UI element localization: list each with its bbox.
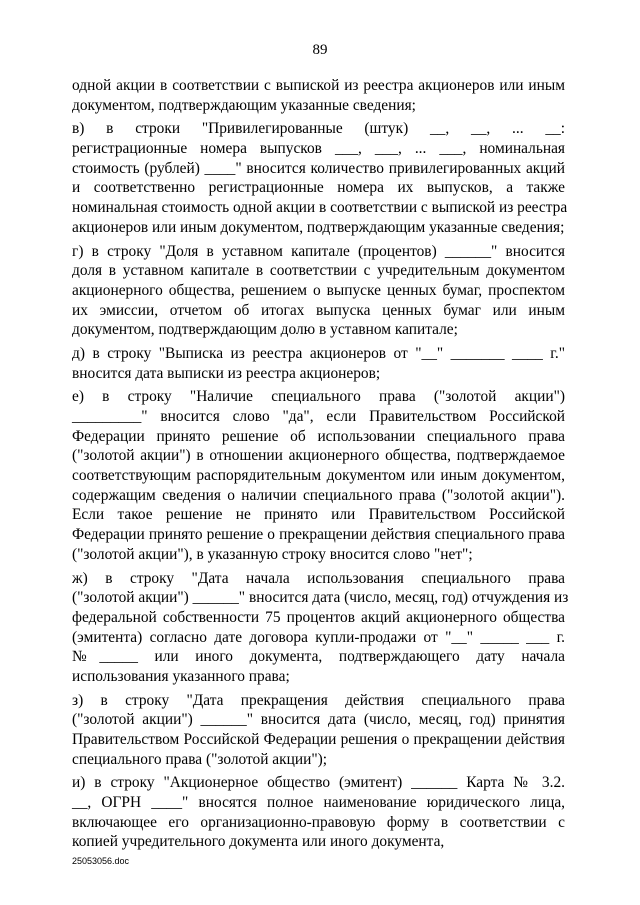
- document-body: [72, 76, 569, 852]
- text-line: з) в строку "Дата прекращения действия специального права: [72, 691, 565, 709]
- text-line: ("золотой акции"), в указанную строку вносится слово "нет";: [72, 545, 473, 563]
- text-line: и соответственно регистрационные номера их выпусков, а также: [72, 179, 565, 197]
- text-line: __, ОГРН ____" вносятся полное наименование юридического лица,: [72, 794, 565, 812]
- text-line: их эмиссии, отчетом об итогах выпуска ценных бумаг или иным: [72, 301, 565, 319]
- text-line: г) в строку "Доля в уставном капитале (процентов) ______" вносится: [72, 242, 565, 260]
- text-line: документом, подтверждающим долю в уставном капитале;: [72, 321, 458, 339]
- text-line: использования указанного права;: [72, 667, 290, 685]
- paragraph: [72, 76, 565, 115]
- text-line: включающее его организационно-правовую форму в соответствии с: [72, 813, 565, 831]
- text-line: Федерации принято решение об использовании специального права: [72, 427, 565, 445]
- text-line: ж) в строку "Дата начала использования специального права: [72, 569, 565, 587]
- text-line: д) в строку "Выписка из реестра акционеров от "__" _______ ____ г.": [72, 344, 565, 362]
- paragraph: [72, 387, 565, 564]
- paragraph: [72, 691, 565, 770]
- text-line: ("золотой акции") в отношении акционерного общества, подтверждаемое: [72, 447, 565, 465]
- text-line: одной акции в соответствии с выпиской из реестра акционеров или иным: [72, 77, 565, 94]
- text-line: специального права ("золотой акции");: [72, 750, 328, 768]
- text-line: в) в строки "Привилегированные (штук) __, __, ... __:: [72, 120, 565, 138]
- text-line: №_____ или иного документа, подтверждающего дату начала: [72, 648, 565, 666]
- text-line: (эмитента) согласно дате договора купли-продажи от "__" _____ ___ г.: [72, 628, 565, 646]
- text-line: номинальная стоимость одной акции в соответствии с выпиской из реестра: [72, 199, 568, 217]
- text-line: доля в уставном капитале в соответствии с учредительным документом: [72, 262, 565, 280]
- text-line: ("золотой акции") ______" вносится дата (число, месяц, год) принятия: [72, 711, 565, 729]
- paragraph: [72, 569, 569, 687]
- text-line: Федерации принято решение о прекращении действия специального права: [72, 526, 565, 544]
- text-line: содержащим сведения о наличии специального права ("золотой акции").: [72, 486, 565, 504]
- text-line: акционерного общества, решением о выпуске ценных бумаг, проспектом: [72, 281, 565, 299]
- page-number: 89: [312, 42, 328, 58]
- document-filename: 25053056.doc: [72, 856, 130, 866]
- text-line: соответствующим распорядительным документом или иным документом,: [72, 467, 565, 485]
- text-line: Правительством Российской Федерации решения о прекращении действия: [72, 731, 565, 748]
- text-line: е) в строку "Наличие специального права ("золотой акции"): [72, 388, 565, 406]
- text-line: и) в строку "Акционерное общество (эмитент) ______ Карта № 3.2.: [72, 774, 565, 792]
- text-line: федеральной собственности 75 процентов акций акционерного общества: [72, 608, 565, 626]
- text-line: регистрационные номера выпусков ___, ___, ... ___, номинальная: [72, 140, 565, 158]
- text-line: акционеров или иным документом, подтверждающим указанные сведения;: [72, 218, 565, 236]
- text-line: документом, подтверждающим указанные сведения;: [72, 96, 416, 114]
- text-line: стоимость (рублей) ____" вносится количество привилегированных акций: [72, 159, 565, 177]
- text-line: вносится дата выписки из реестра акционеров;: [72, 364, 381, 382]
- text-line: _________" вносится слово "да", если Правительством Российской: [72, 408, 565, 425]
- paragraph: [72, 119, 568, 237]
- paragraph: [72, 344, 565, 383]
- paragraph: [72, 242, 565, 340]
- text-line: копией учредительного документа или иного документа,: [72, 833, 445, 851]
- text-line: ("золотой акции") ______" вносится дата (число, месяц, год) отчуждения из: [72, 589, 569, 607]
- text-line: Если такое решение не принято или Правительством Российской: [72, 506, 565, 524]
- paragraph: [72, 773, 565, 852]
